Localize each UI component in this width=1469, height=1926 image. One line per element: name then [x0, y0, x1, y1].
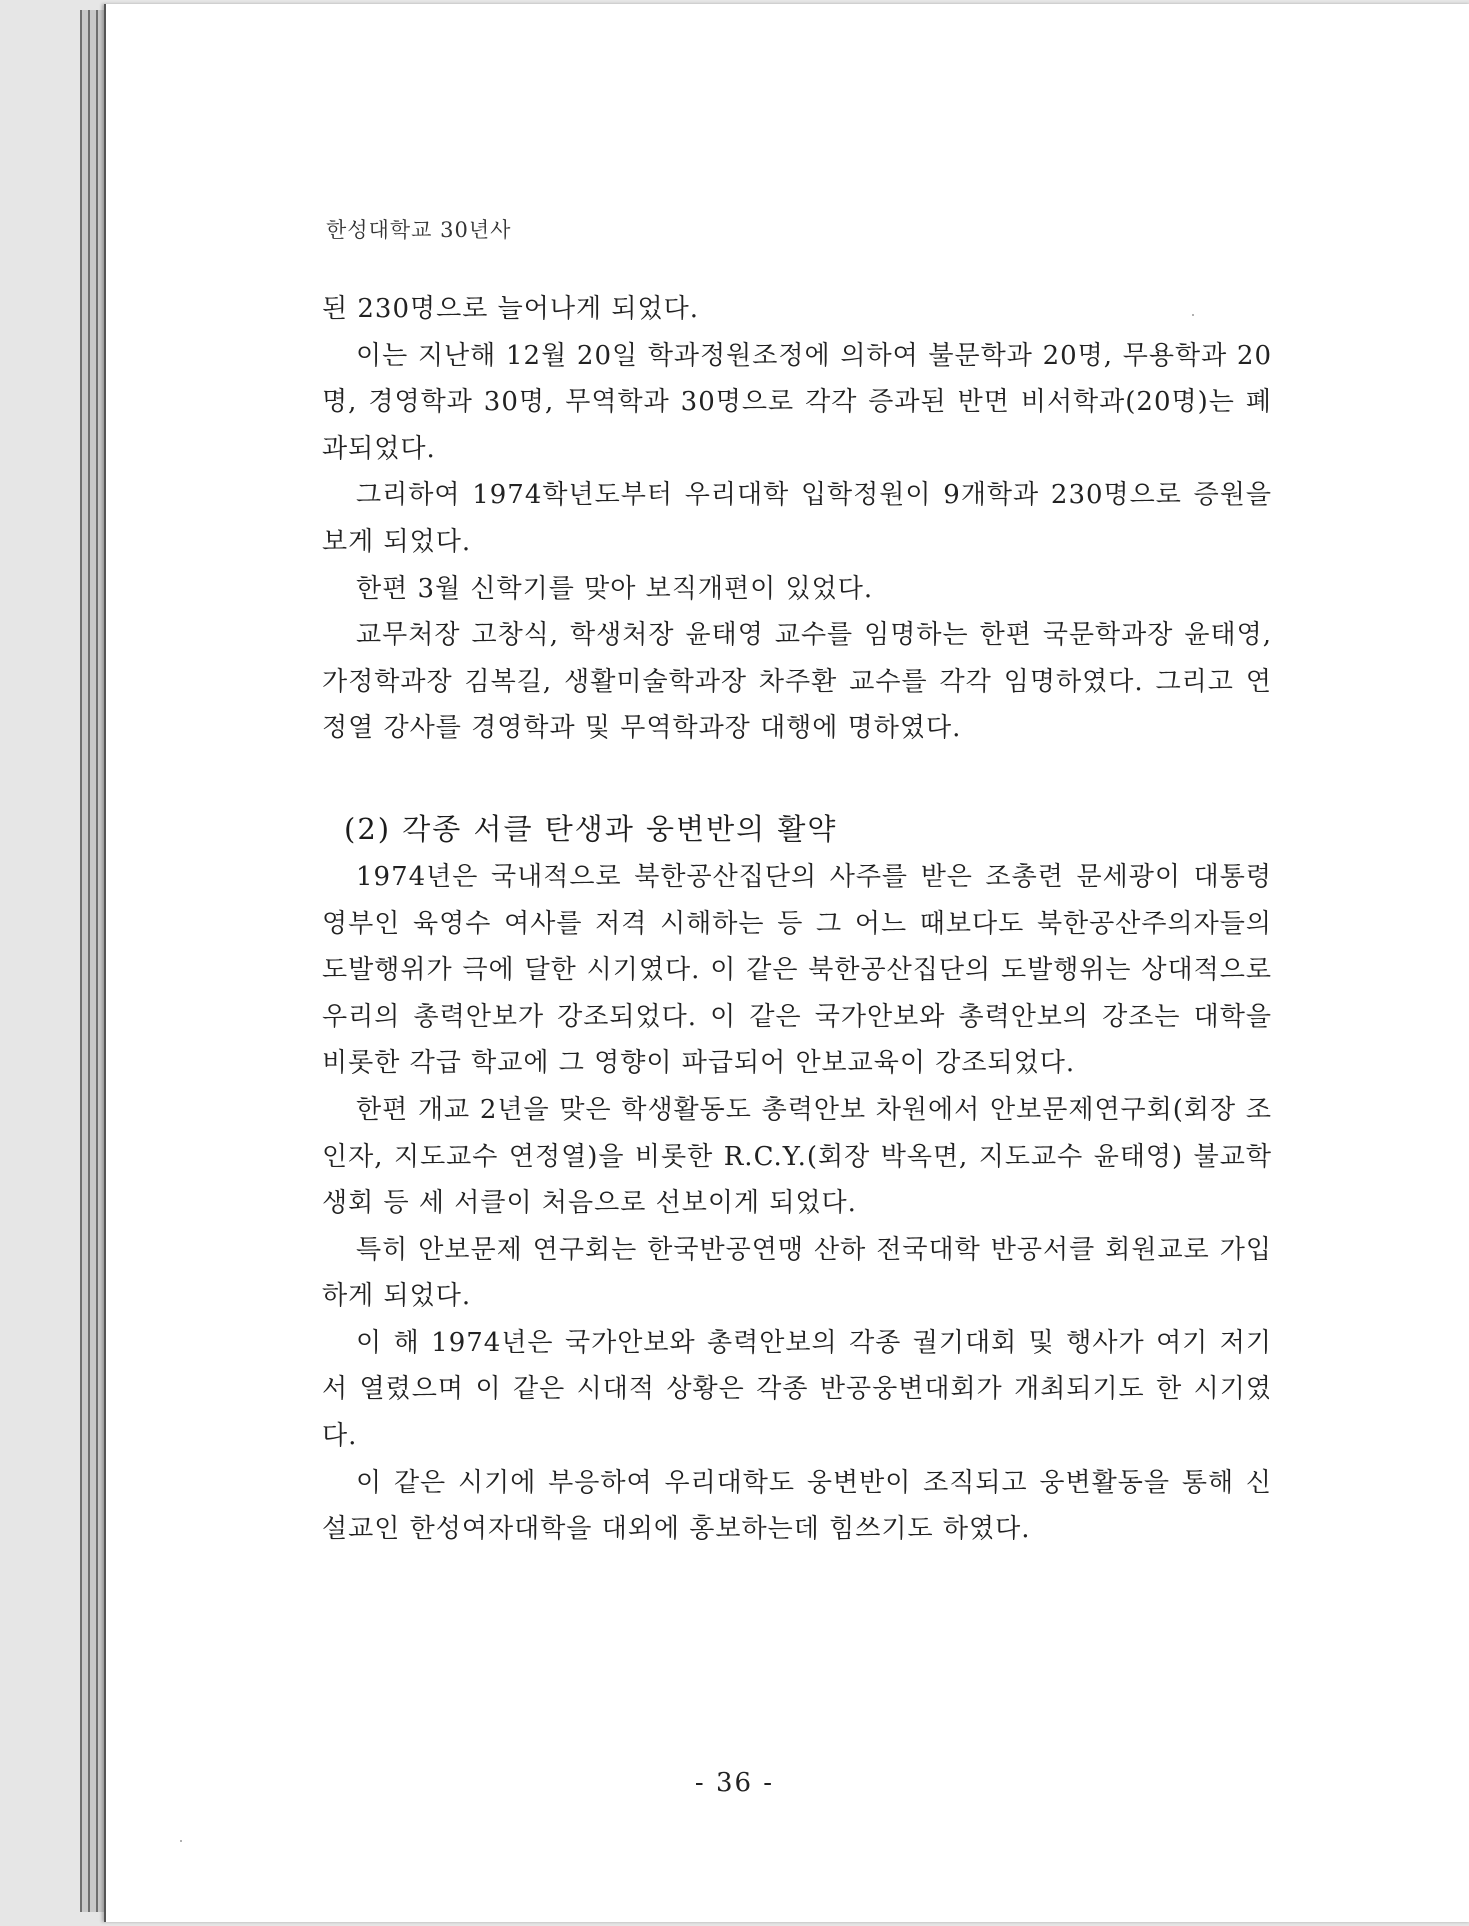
scan-speck	[180, 1840, 182, 1842]
paragraph: 된 230명으로 늘어나게 되었다.	[322, 294, 699, 324]
paragraph: 이는 지난해 12월 20일 학과정원조정에 의하여 불문학과 20명, 무용학과 20명, 경영학과 30명, 무역학과 30명으로 각각 증과된 반면 비서학과(20명)는 폐과되었다.	[322, 340, 1272, 464]
paragraph: 한편 3월 신학기를 맞아 보직개편이 있었다.	[356, 573, 874, 604]
paragraph: 1974년은 국내적으로 북한공산집단의 사주를 받은 조총련 문세광이 대통령 영부인 육영수 여사를 저격 시해하는 등 그 어느 때보다도 북한공산주의자들의 도발행위가 극에 달한 시기였다. 이 같은 북한공산집단의 도발행위는 상대적으로 우리의 총력안보가 강조되었다. 이 같은 국가안보와 총력안보의 강조는 대학을 비롯한 각급 학교에 그 영향이 파급되어 안보교육이 강조되었다.	[322, 861, 1272, 1079]
section-heading: (2) 각종 서클 탄생과 웅변반의 활약	[344, 811, 838, 846]
paragraph: 특히 안보문제 연구회는 한국반공연맹 산하 전국대학 반공서클 회원교로 가입하게 되었다.	[322, 1234, 1272, 1312]
body-text	[322, 286, 1272, 1553]
paragraph: 그리하여 1974학년도부터 우리대학 입학정원이 9개학과 230명으로 증원을 보게 되었다.	[322, 480, 1272, 557]
paragraph: 한편 개교 2년을 맞은 학생활동도 총력안보 차원에서 안보문제연구회(회장 조인자, 지도교수 연정열)을 비롯한 R.C.Y.(회장 박옥면, 지도교수 윤태영) 불교학생회 등 세 서클이 처음으로 선보이게 되었다.	[322, 1094, 1272, 1219]
paragraph: 이 해 1974년은 국가안보와 총력안보의 각종 궐기대회 및 행사가 여기 저기서 열렸으며 이 같은 시대적 상황은 각종 반공웅변대회가 개최되기도 한 시기였다.	[322, 1327, 1272, 1452]
running-header: 한성대학교 30년사	[326, 218, 512, 242]
paragraph: 이 같은 시기에 부응하여 우리대학도 웅변반이 조직되고 웅변활동을 통해 신설교인 한성여자대학을 대외에 홍보하는데 힘쓰기도 하였다.	[322, 1467, 1272, 1545]
paragraph: 교무처장 고창식, 학생처장 윤태영 교수를 임명하는 한편 국문학과장 윤태영, 가정학과장 김복길, 생활미술학과장 차주환 교수를 각각 임명하였다. 그리고 연정열 강사를 경영학과 및 무역학과장 대행에 명하였다.	[322, 620, 1272, 744]
page-number: - 36 -	[694, 1768, 775, 1798]
